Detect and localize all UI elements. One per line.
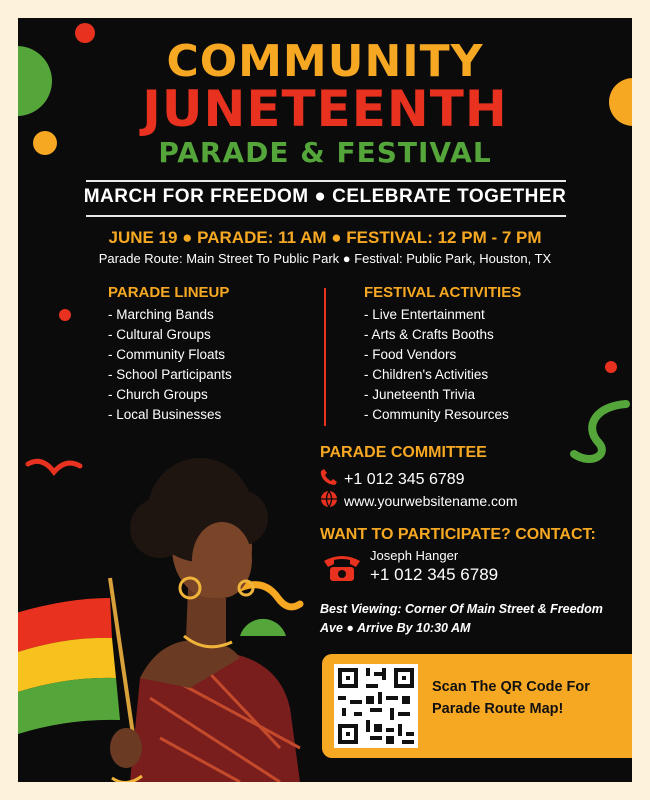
list-item: - Church Groups	[108, 387, 208, 402]
phone-icon	[320, 468, 338, 491]
festival-activities	[364, 284, 521, 425]
decor-red-dot-right	[604, 360, 618, 374]
tagline: MARCH FOR FREEDOM ● CELEBRATE TOGETHER	[83, 186, 567, 207]
list-item: - Local Businesses	[108, 407, 222, 422]
list-item: - Juneteenth Trivia	[364, 387, 476, 402]
parade-lineup-list	[108, 305, 232, 425]
list-item: - Community Resources	[364, 407, 509, 422]
qr-code[interactable]	[334, 664, 418, 748]
participate-heading: WANT TO PARTICIPATE? CONTACT:	[320, 526, 596, 543]
committee-phone: +1 012 345 6789	[344, 470, 465, 488]
woman-with-flag-illustration	[18, 448, 310, 782]
title-parade-festival: PARADE & FESTIVAL	[158, 136, 492, 169]
committee-phone-row	[320, 468, 465, 491]
tagline-top-rule	[86, 180, 566, 182]
list-item: - Marching Bands	[108, 307, 214, 322]
tagline-bottom-rule	[86, 215, 566, 217]
participate-contact-phone: +1 012 345 6789	[370, 565, 499, 584]
column-divider	[324, 288, 326, 426]
title-community: COMMUNITY	[166, 36, 484, 87]
list-item: - Children's Activities	[364, 367, 489, 382]
title-juneteenth: JUNETEENTH	[142, 80, 508, 138]
decor-green-swirl	[566, 396, 632, 480]
parade-lineup	[108, 284, 232, 425]
parade-lineup-heading: PARADE LINEUP	[108, 284, 230, 301]
globe-icon	[320, 490, 338, 511]
telephone-icon	[322, 551, 362, 588]
list-item: - School Participants	[108, 367, 232, 382]
list-item: - Live Entertainment	[364, 307, 485, 322]
event-dates: JUNE 19 ● PARADE: 11 AM ● FESTIVAL: 12 PM - 7 PM	[108, 228, 542, 247]
event-route: Parade Route: Main Street To Public Park ● Festival: Public Park, Houston, TX	[98, 251, 552, 266]
list-item: - Food Vendors	[364, 347, 457, 362]
list-item: - Community Floats	[108, 347, 226, 362]
qr-callout	[322, 654, 632, 758]
committee-website-row	[320, 490, 518, 511]
committee-heading: PARADE COMMITTEE	[320, 444, 487, 461]
poster	[18, 18, 632, 782]
festival-activities-list	[364, 305, 521, 425]
decor-red-dot-small	[58, 308, 72, 322]
viewing-note: Best Viewing: Corner Of Main Street & Freedom Ave ● Arrive By 10:30 AM	[320, 602, 603, 635]
list-item: - Arts & Crafts Booths	[364, 327, 494, 342]
list-item: - Cultural Groups	[108, 327, 211, 342]
festival-activities-heading: FESTIVAL ACTIVITIES	[364, 284, 522, 301]
participate-contact-name: Joseph Hanger	[370, 548, 459, 563]
qr-caption: Scan The QR Code For Parade Route Map!	[432, 679, 590, 717]
committee-website[interactable]: www.yourwebsitename.com	[344, 492, 518, 509]
